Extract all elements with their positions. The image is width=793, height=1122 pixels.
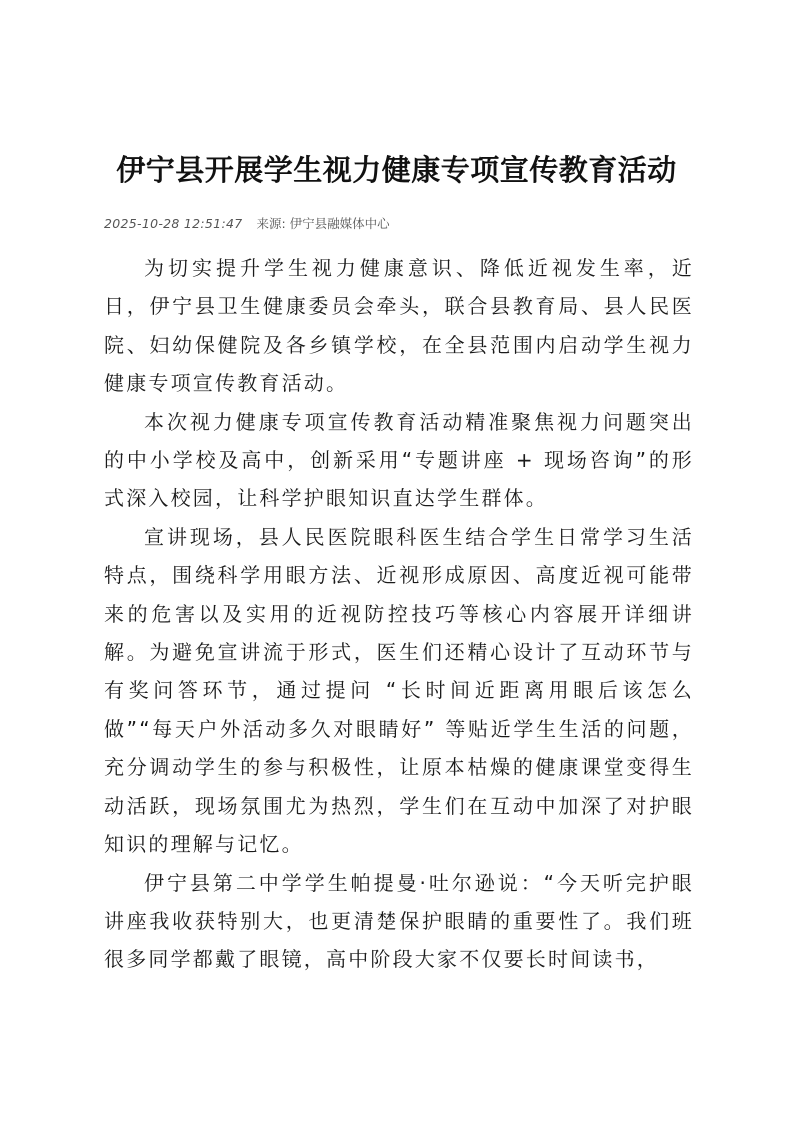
paragraph-2: 本次视力健康专项宣传教育活动精准聚焦视力问题突出的中小学校及高中，创新采用“专题讲座 + 现场咨询”的形式深入校园，让科学护眼知识直达学生群体。 [104, 409, 694, 511]
source-name: 伊宁县融媒体中心 [289, 216, 390, 231]
paragraph-1: 为切实提升学生视力健康意识、降低近视发生率，近日，伊宁县卫生健康委员会牵头，联合县教育局、县人民医院、妇幼保健院及各乡镇学校，在全县范围内启动学生视力健康专项宣传教育活动。 [104, 256, 694, 396]
article-meta [104, 214, 390, 232]
publish-timestamp: 2025-10-28 12:51:47 [104, 216, 243, 231]
paragraph-3: 宣讲现场，县人民医院眼科医生结合学生日常学习生活特点，围绕科学用眼方法、近视形成原因、高度近视可能带来的危害以及实用的近视防控技巧等核心内容展开详细讲解。为避免宣讲流于形式，医生们还精心设计了互动环节与有奖问答环节，通过提问 “长时间近距离用眼后该怎么做”“每天户外活动多久对眼睛好” 等贴近学生生活的问题，充分调动学生的参与积极性，让原本枯燥的健康课堂变得生动活跃，现场氛围尤为热烈，学生们在互动中加深了对护眼知识的理解与记忆。 [104, 524, 694, 857]
article-title: 伊宁县开展学生视力健康专项宣传教育活动 [116, 153, 677, 187]
article-body [104, 249, 694, 979]
paragraph-4: 伊宁县第二中学学生帕提曼·吐尔逊说：“今天听完护眼讲座我收获特别大，也更清楚保护眼睛的重要性了。我们班很多同学都戴了眼镜，高中阶段大家不仅要长时间读书， [104, 870, 694, 972]
source-label: 来源: [256, 216, 286, 231]
